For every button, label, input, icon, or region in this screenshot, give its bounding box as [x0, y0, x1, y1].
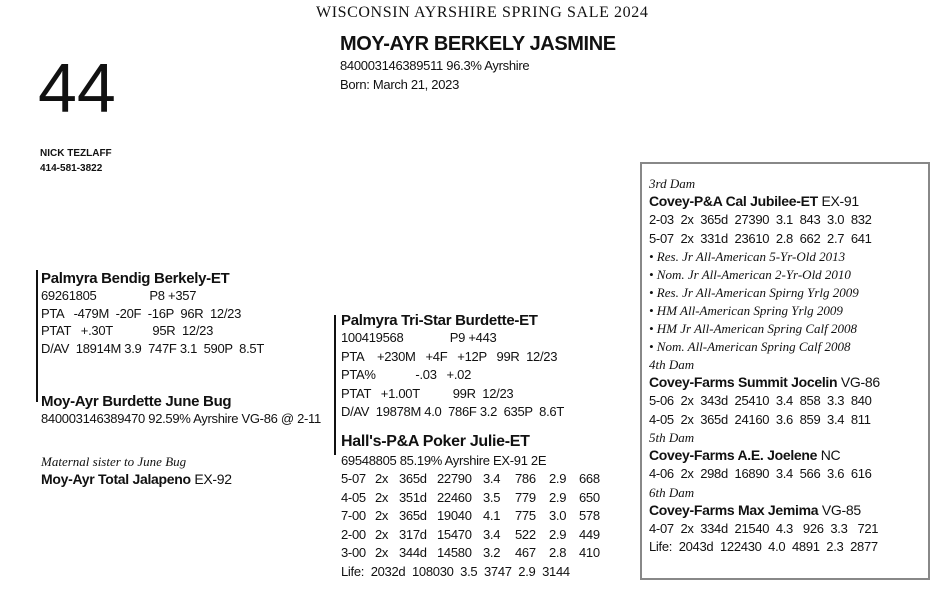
dam-sire-line-2: PTA +230M +4F +12P 99R 12/23: [341, 348, 558, 364]
dam-lineage-box: [640, 162, 930, 580]
granddam-record-cell: 2x: [375, 508, 389, 523]
ancestor-name: Covey-Farms Max Jemima: [649, 501, 819, 518]
sire-line-2: PTA -479M -20F -16P 96R 12/23: [41, 305, 242, 321]
granddam-record-cell: 19040: [437, 508, 472, 523]
sale-title: WISCONSIN AYRSHIRE SPRING SALE 2024: [316, 4, 649, 21]
granddam-record-cell: 2x: [375, 489, 389, 505]
granddam-record-cell: 22460: [437, 489, 472, 505]
dam-sire-line-3: PTA% -.03 +.02: [341, 367, 472, 382]
consignor: [40, 146, 112, 176]
sire-line-1: 69261805 P8 +357: [41, 288, 197, 303]
animal-name: MOY-AYR BERKELY JASMINE: [340, 33, 616, 55]
maternal-sister-classification: EX-92: [194, 471, 232, 487]
ancestor-generation-label: 5th Dam: [649, 430, 695, 445]
granddam-record-cell: 14580: [437, 545, 472, 560]
ancestor-honor: • Res. Jr All-American 5-Yr-Old 2013: [649, 249, 846, 264]
ancestor-honor: • HM Jr All-American Spring Calf 2008: [649, 321, 857, 336]
granddam-records: [341, 470, 609, 563]
granddam-record-cell: 449: [579, 526, 600, 542]
granddam-record-cell: 3.4: [483, 526, 501, 542]
granddam-block: [341, 433, 609, 581]
ancestor-classification: VG-85: [821, 501, 861, 518]
ancestor-name: Covey-P&A Cal Jubilee-ET: [649, 193, 818, 209]
granddam-record-cell: 2.9: [549, 489, 567, 505]
ancestor-honor: • Nom. Jr All-American 2-Yr-Old 2010: [649, 267, 851, 282]
ancestor-generation-label: 3rd Dam: [649, 176, 696, 191]
granddam-record-cell: 3.0: [549, 508, 567, 523]
granddam-record-cell: 3.4: [483, 471, 501, 486]
granddam-record-cell: 467: [515, 545, 536, 560]
ancestor-record: 5-07 2x 331d 23610 2.8 662 2.7 641: [649, 230, 872, 246]
granddam-life: Life: 2032d 108030 3.5 3747 2.9 3144: [341, 563, 570, 579]
pedigree-bracket-sire: [36, 270, 38, 402]
granddam-record-cell: 522: [515, 526, 536, 542]
granddam-record-cell: 317d: [399, 526, 427, 542]
granddam-record-cell: 5-07: [341, 471, 366, 486]
ancestor-honor: • Nom. All-American Spring Calf 2008: [649, 339, 851, 354]
granddam-record-cell: 779: [515, 489, 536, 505]
dam-block: [41, 393, 321, 428]
granddam-record-cell: 4.1: [483, 508, 501, 523]
ancestor-generation-label: 4th Dam: [649, 357, 695, 372]
sire-line-4: D/AV 18914M 3.9 747F 3.1 590P 8.5T: [41, 340, 264, 356]
dam-sire-line-4: PTAT +1.00T 99R 12/23: [341, 385, 514, 401]
sire-line-3: PTAT +.30T 95R 12/23: [41, 323, 214, 338]
granddam-id-line: 69548805 85.19% Ayrshire EX-91 2E: [341, 453, 547, 468]
ancestor-generation-label: 6th Dam: [649, 484, 695, 500]
granddam-record-cell: 3.2: [483, 545, 501, 560]
maternal-sister-line: [41, 470, 232, 488]
ancestor-name: Covey-Farms Summit Jocelin: [649, 374, 838, 390]
consignor-name: NICK TEZLAFF: [40, 148, 112, 159]
consignor-phone: 414-581-3822: [40, 163, 103, 174]
granddam-record-row: [341, 544, 609, 563]
ancestor-record: Life: 2043d 122430 4.0 4891 2.3 2877: [649, 539, 878, 554]
ancestor-honor: • Res. Jr All-American Spirng Yrlg 2009: [649, 285, 859, 300]
granddam-record-cell: 668: [579, 471, 600, 486]
granddam-record-cell: 15470: [437, 526, 472, 542]
granddam-record-cell: 2x: [375, 526, 389, 542]
dam-sire-line-5: D/AV 19878M 4.0 786F 3.2 635P 8.6T: [341, 404, 564, 419]
ancestor-name-line: [649, 501, 928, 520]
lot-number: 44: [38, 49, 116, 127]
granddam-record-cell: 351d: [399, 489, 427, 505]
granddam-record-cell: 2.9: [549, 526, 567, 542]
maternal-sister-name: Moy-Ayr Total Jalapeno: [41, 471, 191, 487]
granddam-record-cell: 786: [515, 471, 536, 486]
ancestor-record: 5-06 2x 343d 25410 3.4 858 3.3 840: [649, 393, 872, 408]
dam-sire-line-1: 100419568 P9 +443: [341, 330, 497, 345]
granddam-record-cell: 2x: [375, 471, 389, 486]
animal-born: Born: March 21, 2023: [340, 77, 460, 92]
granddam-record-cell: 7-00: [341, 508, 366, 523]
granddam-record-cell: 2x: [375, 545, 389, 560]
granddam-record-cell: 410: [579, 545, 600, 560]
ancestor-record: 4-05 2x 365d 24160 3.6 859 3.4 811: [649, 411, 871, 427]
dam-id-line: 840003146389470 92.59% Ayrshire VG-86 @ 2-11: [41, 411, 321, 426]
ancestor-record: 2-03 2x 365d 27390 3.1 843 3.0 832: [649, 212, 872, 227]
pedigree-bracket-dam-sire: [334, 315, 336, 455]
granddam-name: Hall's-P&A Poker Julie-ET: [341, 433, 530, 450]
granddam-record-cell: 650: [579, 489, 600, 505]
sire-name: Palmyra Bendig Berkely-ET: [41, 270, 230, 287]
granddam-record-cell: 22790: [437, 471, 472, 486]
ancestor-record: 4-07 2x 334d 21540 4.3 926 3.3 721: [649, 520, 879, 536]
animal-id-line: 840003146389511 96.3% Ayrshire: [340, 58, 530, 73]
ancestor-name: Covey-Farms A.E. Joelene: [649, 447, 818, 463]
maternal-sister-label: Maternal sister to June Bug: [41, 454, 187, 469]
sire-block: [41, 270, 264, 357]
dam-name: Moy-Ayr Burdette June Bug: [41, 393, 232, 410]
ancestor-classification: NC: [820, 447, 841, 463]
granddam-record-row: [341, 507, 609, 526]
ancestor-classification: EX-91: [821, 193, 859, 209]
granddam-record-cell: 365d: [399, 508, 427, 523]
ancestor-honor: • HM All-American Spring Yrlg 2009: [649, 303, 843, 318]
granddam-record-row: [341, 470, 609, 489]
granddam-record-cell: 578: [579, 508, 600, 523]
maternal-sister-block: [41, 453, 232, 488]
ancestor-name-line: [649, 446, 928, 465]
granddam-record-cell: 775: [515, 508, 536, 523]
ancestor-name-line: [649, 192, 928, 211]
granddam-record-cell: 3.5: [483, 489, 501, 505]
granddam-record-cell: 4-05: [341, 489, 366, 505]
granddam-record-cell: 2-00: [341, 526, 366, 542]
granddam-record-cell: 3-00: [341, 545, 366, 560]
granddam-record-cell: 2.8: [549, 545, 567, 560]
dam-sections: [649, 175, 928, 557]
granddam-record-cell: 344d: [399, 545, 427, 560]
dam-sire-name: Palmyra Tri-Star Burdette-ET: [341, 312, 538, 329]
granddam-record-row: [341, 526, 609, 545]
ancestor-name-line: [649, 373, 928, 392]
ancestor-record: 4-06 2x 298d 16890 3.4 566 3.6 616: [649, 466, 872, 481]
granddam-record-cell: 2.9: [549, 471, 567, 486]
dam-sire-block: [341, 312, 564, 422]
ancestor-classification: VG-86: [840, 374, 880, 390]
granddam-record-cell: 365d: [399, 471, 427, 486]
granddam-record-row: [341, 489, 609, 508]
